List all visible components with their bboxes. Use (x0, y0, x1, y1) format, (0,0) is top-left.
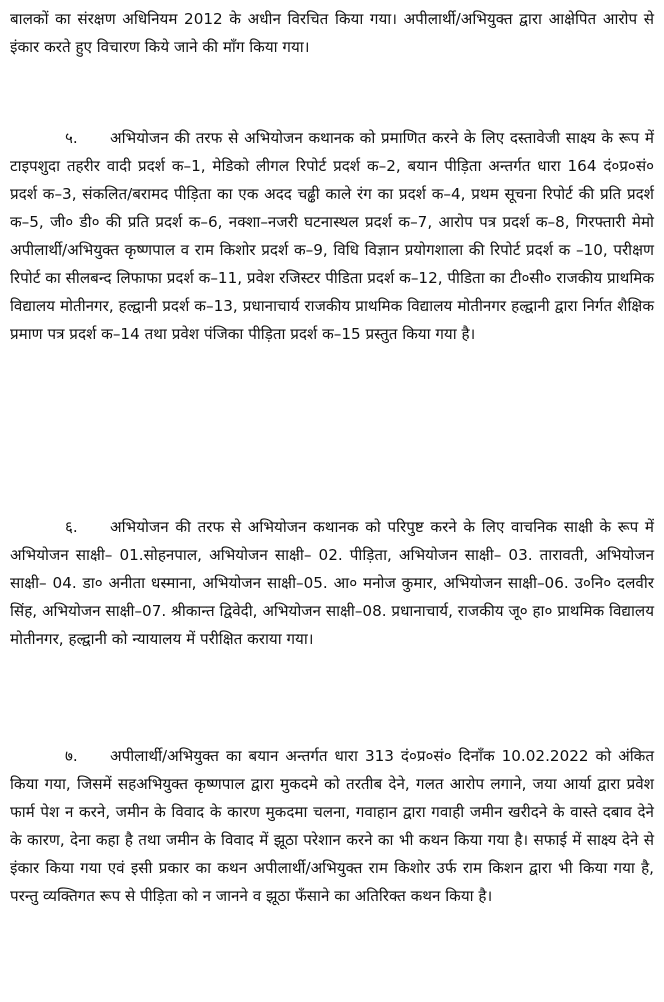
paragraph-number: ५. (65, 129, 78, 147)
paragraph-6 (10, 513, 654, 653)
paragraph-continuation (10, 5, 654, 61)
paragraph-text: अपीलार्थी/अभियुक्त का बयान अन्तर्गत धारा 313 दं०प्र०सं० दिनाँक 10.02.2022 को अंकित किया गया, जिसमें सहअभियुक्त कृष्णपाल द्वारा मुकदमे को तरतीब देने, गलत आरोप लगाने, जया आर्या द्वारा प्रवेश फार्म पेश न करने, जमीन के विवाद के कारण मुकदमा चलना, गवाहान द्वारा गवाही जमीन खरीदने के वास्ते दबाव देने के कारण, देना कहा है तथा जमीन के विवाद में झूठा परेशान करने का भी कथन किया गया है। सफाई में साक्ष्य देने से इंकार किया गया एवं इसी प्रकार का कथन अपीलार्थी/अभियुक्त राम किशोर उर्फ राम किशन द्वारा भी किया गया है, परन्तु व्यक्तिगत रूप से पीड़िता को न जानने व झूठा फँसाने का अतिरिक्त कथन किया है। (10, 747, 654, 905)
paragraph-5 (10, 124, 654, 348)
paragraph-text: अभियोजन की तरफ से अभियोजन कथानक को परिपुष्ट करने के लिए वाचनिक साक्षी के रूप में अभियोजन साक्षी– 01.सोहनपाल, अभियोजन साक्षी– 02. पीड़िता, अभियोजन साक्षी– 03. तारावती, अभियोजन साक्षी– 04. डा० अनीता धस्माना, अभियोजन साक्षी–05. आ० मनोज कुमार, अभियोजन साक्षी–06. उ०नि० दलवीर सिंह, अभियोजन साक्षी–07. श्रीकान्त द्विवेदी, अभियोजन साक्षी–08. प्रधानाचार्य, राजकीय जू० हा० प्राथमिक विद्यालय मोतीनगर, हल्द्वानी को न्यायालय में परीक्षित कराया गया। (10, 518, 654, 648)
paragraph-text: अभियोजन की तरफ से अभियोजन कथानक को प्रमाणित करने के लिए दस्तावेजी साक्ष्य के रूप में टाइपशुदा तहरीर वादी प्रदर्श क–1, मेडिको लीगल रिपोर्ट प्रदर्श क–2, बयान पीड़िता अन्तर्गत धारा 164 दं०प्र०सं० प्रदर्श क–3, संकलित/बरामद पीड़िता का एक अदद चढ्ढी काले रंग का प्रदर्श क–4, प्रथम सूचना रिपोर्ट की प्रति प्रदर्श क–5, जी० डी० की प्रति प्रदर्श क–6, नक्शा–नजरी घटनास्थल प्रदर्श क–7, आरोप पत्र प्रदर्श क–8, गिरफ्तारी मेमो अपीलार्थी/अभियुक्त कृष्णपाल व राम किशोर प्रदर्श क–9, विधि विज्ञान प्रयोगशाला की रिपोर्ट प्रदर्श क –10, परीक्षण रिपोर्ट का सीलबन्द लिफाफा प्रदर्श क–11, प्रवेश रजिस्टर पीडिता प्रदर्श क–12, पीडिता का टी०सी० राजकीय प्राथमिक विद्यालय मोतीनगर, हल्द्वानी प्रदर्श क–13, प्रधानाचार्य राजकीय प्राथमिक विद्यालय मोतीनगर हल्द्वानी द्वारा निर्गत शैक्षिक प्रमाण पत्र प्रदर्श क–14 तथा प्रवेश पंजिका पीड़िता प्रदर्श क–15 प्रस्तुत किया गया है। (10, 129, 654, 343)
paragraph-text: बालकों का संरक्षण अधिनियम 2012 के अधीन विरचित किया गया। अपीलार्थी/अभियुक्त द्वारा आक्षेपित आरोप से इंकार करते हुए विचारण किये जाने की माँग किया गया। (10, 10, 654, 56)
paragraph-number: ६. (65, 518, 78, 536)
paragraph-7 (10, 742, 654, 910)
paragraph-number: ७. (65, 747, 78, 765)
